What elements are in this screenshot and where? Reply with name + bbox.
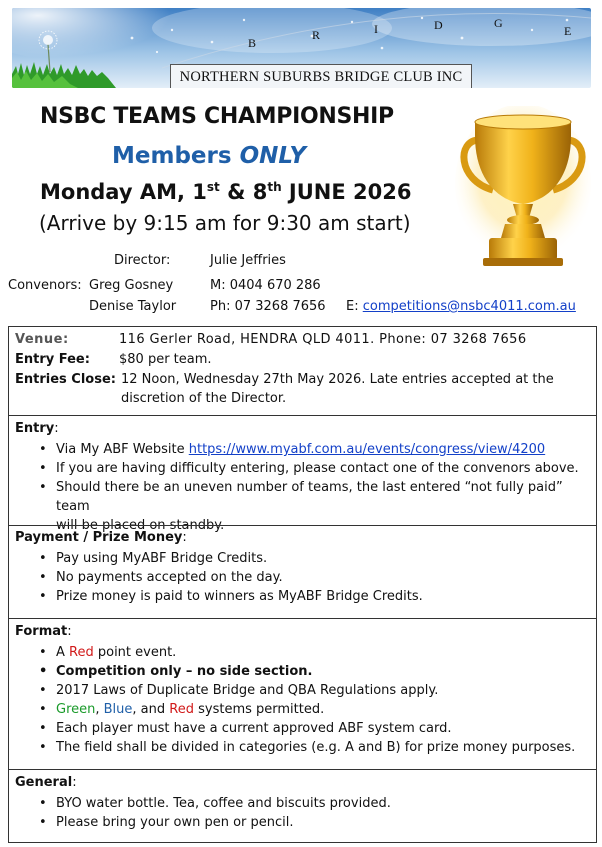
list-item: • Green, Blue, and Red systems permitted. <box>9 700 589 719</box>
banner-letter-i: I <box>374 22 378 36</box>
entry-heading: Entry: <box>15 421 59 436</box>
entries-close-value-line2: discretion of the Director. <box>121 391 287 406</box>
list-item: • Each player must have a current approved ABF system card. <box>9 719 589 738</box>
list-item: • A Red point event. <box>9 643 589 662</box>
banner-letter-e: E <box>564 24 572 38</box>
banner-letter-g: G <box>494 16 503 30</box>
list-item: • The field shall be divided in categories (e.g. A and B) for prize money purposes. <box>9 738 589 757</box>
list-item: • No payments accepted on the day. <box>9 568 589 587</box>
arrival-time: (Arrive by 9:15 am for 9:30 am start) <box>39 211 411 235</box>
format-list <box>9 643 589 757</box>
list-item: • BYO water bottle. Tea, coffee and biscuits provided. <box>9 794 589 813</box>
members-only-subtitle <box>112 143 306 169</box>
entries-close-label: Entries Close: <box>15 372 116 387</box>
dates-sup-2: th <box>267 180 282 194</box>
banner-letter-d: D <box>434 18 443 32</box>
email-line <box>346 299 576 314</box>
club-name: NORTHERN SUBURBS BRIDGE CLUB INC <box>170 64 472 88</box>
dates-part-b: & 8 <box>219 180 268 204</box>
list-item: • 2017 Laws of Duplicate Bridge and QBA Regulations apply. <box>9 681 589 700</box>
list-item: • Please bring your own pen or pencil. <box>9 813 589 832</box>
list-item: • Competition only – no side section. <box>9 662 589 681</box>
convenors-label: Convenors: <box>8 278 82 293</box>
event-details-box <box>8 326 597 843</box>
email-label: E: <box>346 299 363 314</box>
members-text: Members <box>112 143 240 169</box>
event-dates <box>40 180 411 204</box>
myabf-link[interactable]: https://www.myabf.com.au/events/congress/view/4200 <box>188 442 546 457</box>
dates-part-a: Monday AM, 1 <box>40 180 207 204</box>
format-section <box>9 618 596 769</box>
entry-section <box>9 415 596 533</box>
list-item: • Prize money is paid to winners as MyABF Bridge Credits. <box>9 587 589 606</box>
banner-letter-r: R <box>312 28 321 42</box>
payment-heading: Payment / Prize Money: <box>15 530 187 545</box>
entries-close-value-line1: 12 Noon, Wednesday 27th May 2026. Late entries accepted at the <box>121 372 554 387</box>
convenor-1-name: Greg Gosney <box>89 278 174 293</box>
list-item: • If you are having difficulty entering, please contact one of the convenors above. <box>9 459 589 478</box>
list-item: • Should there be an uneven number of teams, the last entered “not fully paid” team will be placed on standby. <box>9 478 589 535</box>
payment-list <box>9 549 589 606</box>
list-item: • Via My ABF Website https://www.myabf.com.au/events/congress/view/4200 <box>9 440 589 459</box>
dates-sup-1: st <box>206 180 220 194</box>
header-banner <box>12 8 591 88</box>
entry-list <box>9 440 589 535</box>
general-list <box>9 794 589 832</box>
trophy-icon <box>455 106 591 274</box>
director-label: Director: <box>114 253 171 268</box>
fee-value: $80 per team. <box>119 352 212 367</box>
email-link[interactable]: competitions@nsbc4011.com.au <box>362 299 576 314</box>
page-title: NSBC TEAMS CHAMPIONSHIP <box>40 104 394 129</box>
convenor-1-phone: M: 0404 670 286 <box>210 278 321 293</box>
venue-label: Venue: <box>15 332 69 347</box>
venue-value: 116 Gerler Road, HENDRA QLD 4011. Phone: 07 3268 7656 <box>119 332 527 347</box>
banner-letter-b: B <box>248 36 257 50</box>
director-name: Julie Jeffries <box>210 253 286 268</box>
general-heading: General: <box>15 775 77 790</box>
general-section <box>9 769 596 842</box>
payment-section <box>9 525 596 614</box>
fee-label: Entry Fee: <box>15 352 90 367</box>
convenor-2-name: Denise Taylor <box>89 299 177 314</box>
format-heading: Format: <box>15 624 72 639</box>
convenor-2-phone: Ph: 07 3268 7656 <box>210 299 326 314</box>
list-item: • Pay using MyABF Bridge Credits. <box>9 549 589 568</box>
only-emphasis: ONLY <box>239 143 307 169</box>
dates-part-c: JUNE 2026 <box>281 180 412 204</box>
